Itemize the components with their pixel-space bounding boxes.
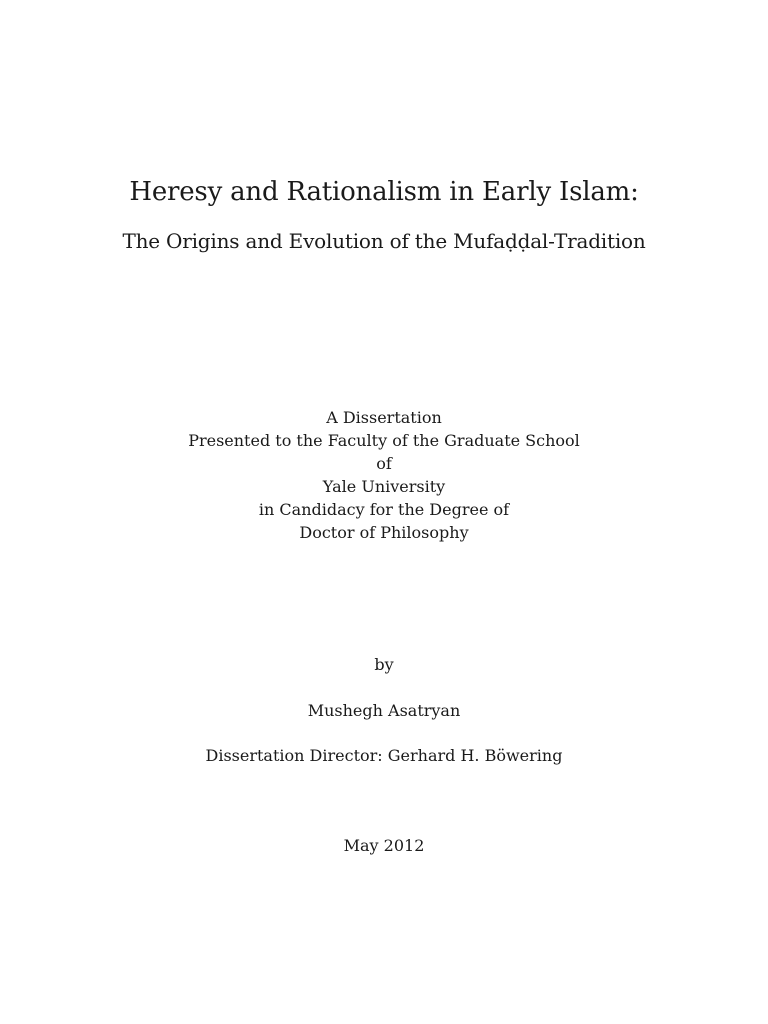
statement-line: A Dissertation xyxy=(326,408,442,427)
statement-line: Presented to the Faculty of the Graduate School xyxy=(188,431,580,450)
statement-line: of xyxy=(376,454,392,473)
statement-line: Yale University xyxy=(322,477,446,496)
statement-line: in Candidacy for the Degree of xyxy=(258,500,510,519)
dissertation-title: Heresy and Rationalism in Early Islam: xyxy=(129,177,639,207)
submission-date: May 2012 xyxy=(343,836,425,855)
statement-line: Doctor of Philosophy xyxy=(299,523,469,542)
by-label: by xyxy=(374,655,394,674)
dissertation-director: Dissertation Director: Gerhard H. Böwering xyxy=(205,746,563,765)
dissertation-subtitle: The Origins and Evolution of the Mufaḍḍal-Tradition xyxy=(122,229,646,253)
author-name: Mushegh Asatryan xyxy=(307,701,461,720)
degree-statement xyxy=(0,406,768,544)
